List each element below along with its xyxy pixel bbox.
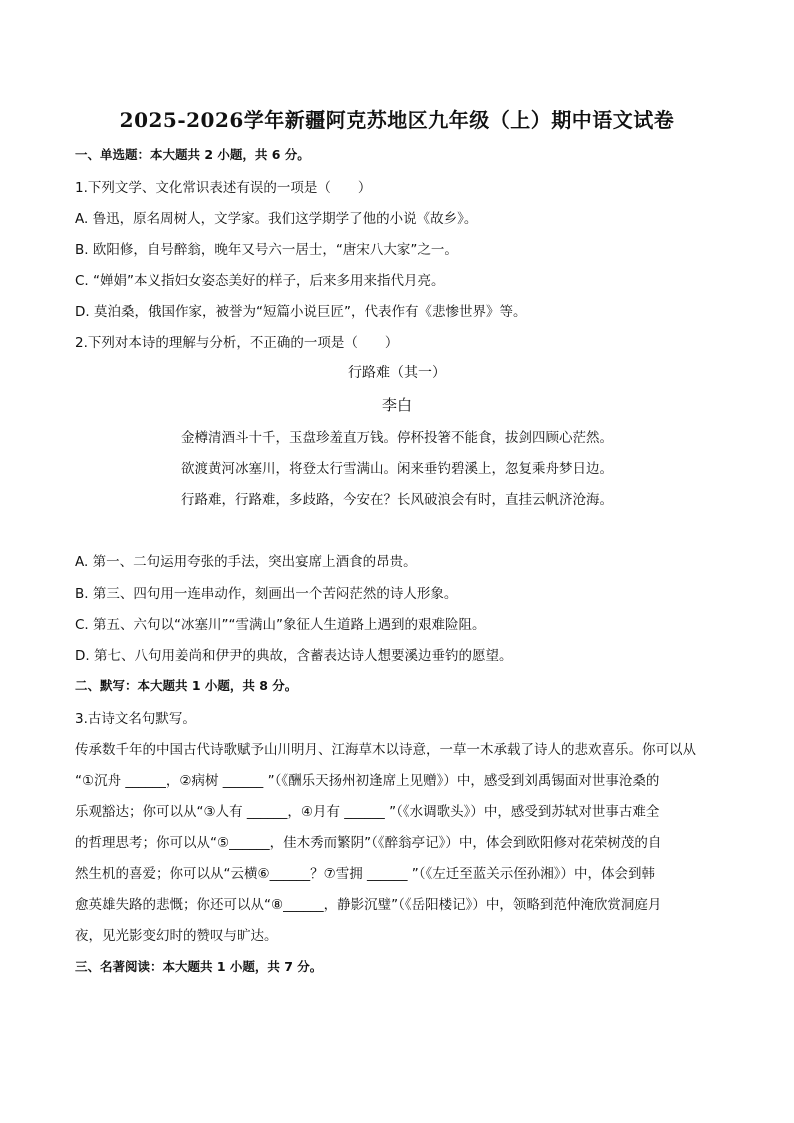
poem-line: 行路难，行路难，多歧路，今安在？长风破浪会有时，直挂云帆济沧海。	[181, 492, 613, 508]
question-2-stem: 2.下列对本诗的理解与分析，不正确的一项是（ ）	[75, 335, 399, 351]
question-1-option-c[interactable]: C. “婵娟”本义指妇女姿态美好的样子，后来多用来指代月亮。	[75, 273, 445, 289]
poem-line: 欲渡黄河冰塞川，将登太行雪满山。闲来垂钓碧溪上，忽复乘舟梦日边。	[181, 461, 613, 477]
dictation-passage-line: 乐观豁达；你可以从“③人有 ______，④月有 ______ ”（《水调歌头》）中，感受到苏轼对世事古难全	[75, 804, 660, 820]
dictation-passage-line: 愈英雄失路的悲慨；你还可以从“⑧______，静影沉璧”（《岳阳楼记》）中，领略到范仲淹欣赏洞庭月	[75, 897, 662, 913]
question-3-stem: 3.古诗文名句默写。	[75, 711, 196, 727]
section-heading-single-choice: 一、单选题：本大题共 2 小题，共 6 分。	[75, 147, 310, 162]
dictation-passage-line: 的哲理思考；你可以从“⑤______，佳木秀而繁阴”（《醉翁亭记》）中，体会到欧阳修对花荣树茂的自	[75, 835, 662, 851]
dictation-passage-line: 夜，见光影变幻时的赞叹与旷达。	[75, 928, 278, 944]
section-heading-classics-reading: 三、名著阅读：本大题共 1 小题，共 7 分。	[75, 959, 323, 974]
question-1-option-a[interactable]: A. 鲁迅，原名周树人，文学家。我们这学期学了他的小说《故乡》。	[75, 211, 478, 227]
section-heading-dictation: 二、默写：本大题共 1 小题，共 8 分。	[75, 678, 298, 693]
dictation-passage-line: 传承数千年的中国古代诗歌赋予山川明月、江海草木以诗意，一草一木承载了诗人的悲欢喜乐。你可以从	[75, 742, 696, 758]
question-2-option-c[interactable]: C. 第五、六句以“冰塞川”“雪满山”象征人生道路上遇到的艰难险阻。	[75, 617, 486, 633]
poem-title: 行路难（其一）	[348, 365, 446, 381]
poem-author: 李白	[381, 396, 412, 414]
question-2-option-a[interactable]: A. 第一、二句运用夸张的手法，突出宴席上酒食的昂贵。	[75, 554, 417, 570]
poem-line: 金樽清酒斗十千，玉盘珍羞直万钱。停杯投箸不能食，拔剑四顾心茫然。	[181, 430, 613, 446]
dictation-passage-line: “①沉舟 ______，②病树 ______ ”（《酬乐天扬州初逢席上见赠》）中，感受到刘禹锡面对世事沧桑的	[75, 773, 660, 789]
question-1-stem: 1.下列文学、文化常识表述有误的一项是（ ）	[75, 180, 372, 196]
dictation-passage-line: 然生机的喜爱；你可以从“云横⑥______？⑦雪拥 ______ ”（《左迁至蓝关示侄孙湘》）中，体会到韩	[75, 866, 656, 882]
question-2-option-b[interactable]: B. 第三、四句用一连串动作，刻画出一个苦闷茫然的诗人形象。	[75, 586, 458, 602]
question-2-option-d[interactable]: D. 第七、八句用姜尚和伊尹的典故，含蓄表达诗人想要溪边垂钓的愿望。	[75, 648, 513, 664]
question-1-option-b[interactable]: B. 欧阳修，自号醉翁，晚年又号六一居士，“唐宋八大家”之一。	[75, 242, 458, 258]
question-1-option-d[interactable]: D. 莫泊桑，俄国作家，被誉为“短篇小说巨匠”，代表作有《悲惨世界》等。	[75, 304, 527, 320]
exam-title: 2025-2026学年新疆阿克苏地区九年级（上）期中语文试卷	[119, 108, 675, 132]
